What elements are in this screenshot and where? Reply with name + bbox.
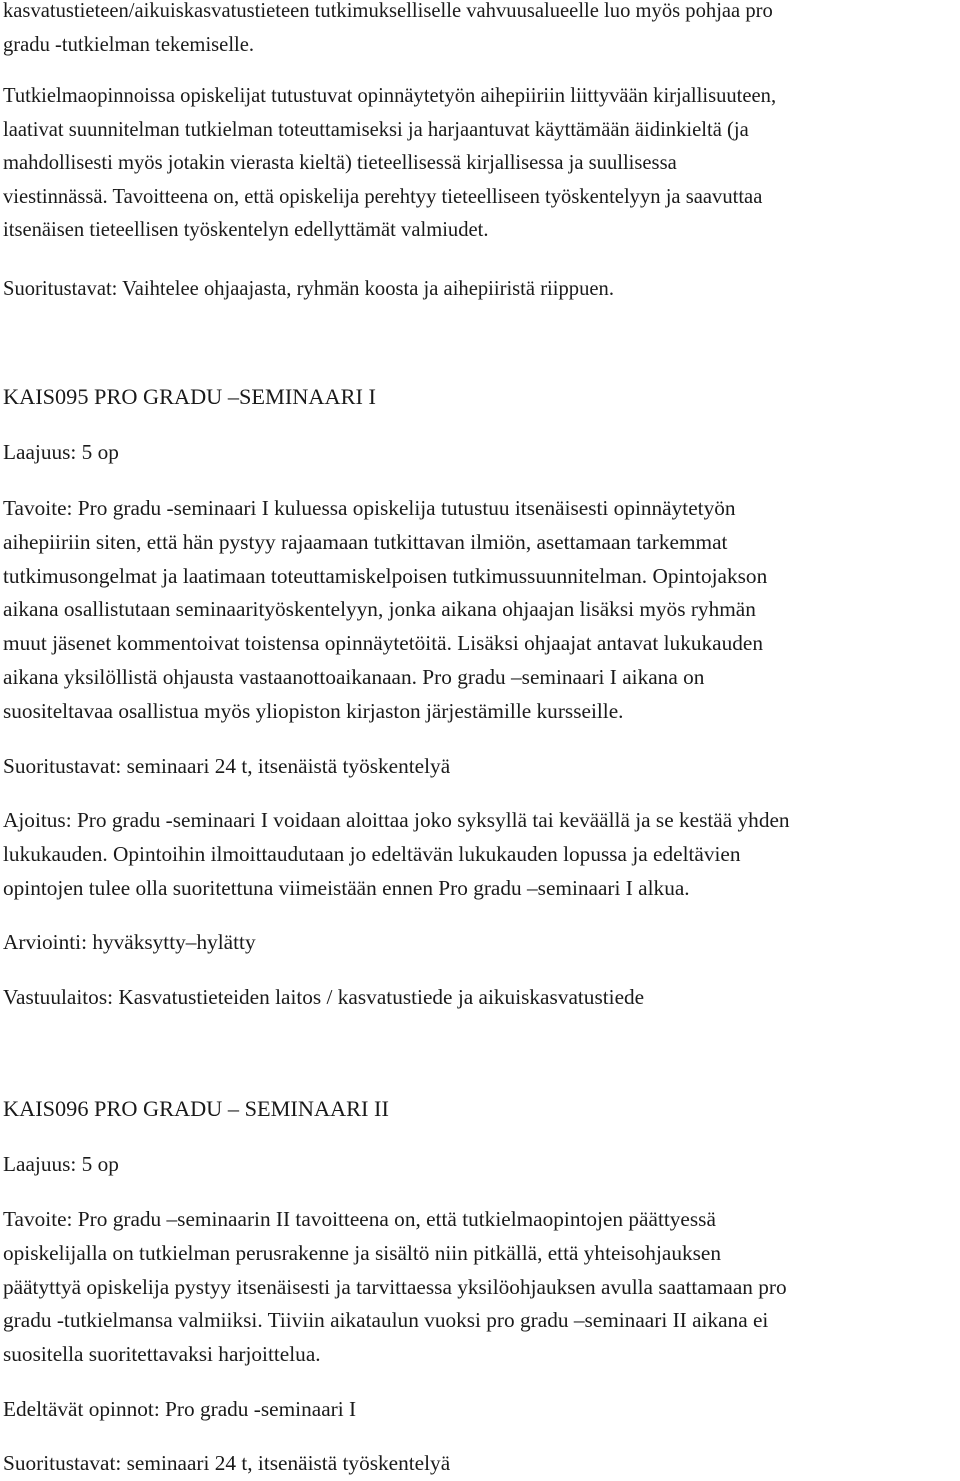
text-line: itsenäisen tieteellisen työskentelyn edellyttämät valmiudet.: [3, 219, 489, 242]
text-line: gradu -tutkielman tekemiselle.: [3, 33, 255, 56]
intro-continuation: [3, 0, 773, 62]
text-line: kasvatustieteen/aikuiskasvatustieteen tutkimukselliselle vahvuusalueelle luo myös pohjaa pro: [3, 0, 773, 22]
text-line: Laajuus: 5 op: [3, 1152, 119, 1176]
course-095-laajuus: [3, 436, 119, 470]
text-line: suositella suoritettavaksi harjoittelua.: [3, 1342, 321, 1367]
text-line: Laajuus: 5 op: [3, 440, 119, 464]
text-line: suositeltavaa osallistua myös yliopiston kirjaston järjestämille kursseille.: [3, 698, 624, 723]
course-096-title: [3, 1092, 389, 1126]
text-line: päätyttyä opiskelija pystyy itsenäisesti ja tarvittaessa yksilöohjauksen avulla saattamaan pro: [3, 1274, 787, 1299]
course-096-suoritustavat: [3, 1447, 450, 1481]
text-line: opiskelijalla on tutkielman perusrakenne ja sisältö niin pitkällä, että yhteisohjauksen: [3, 1240, 722, 1265]
text-line: mahdollisesti myös jotakin vierasta kieltä) tieteellisessä kirjallisessa ja suullisessa: [3, 152, 677, 175]
text-line: tutkimusongelmat ja laatimaan toteuttamiskelpoisen tutkimussuunnitelman. Opintojakson: [3, 563, 768, 588]
text-line: opintojen tulee olla suoritettuna viimeistään ennen Pro gradu –seminaari I alkua.: [3, 875, 690, 900]
text-line: muut jäsenet kommentoivat toistensa opinnäytetöitä. Lisäksi ohjaajat antavat lukukauden: [3, 631, 763, 656]
course-096-edeltavat: [3, 1393, 356, 1427]
course-095-tavoite: [3, 492, 767, 729]
text-line: gradu -tutkielmansa valmiiksi. Tiiviin aikataulun vuoksi pro gradu –seminaari II aikana ei: [3, 1308, 769, 1333]
course-095-arviointi: [3, 926, 256, 960]
course-title: KAIS095 PRO GRADU –SEMINAARI I: [3, 384, 376, 409]
text-line: viestinnässä. Tavoitteena on, että opiskelija perehtyy tieteelliseen työskentelyyn ja saavuttaa: [3, 185, 763, 208]
text-line: Ajoitus: Pro gradu -seminaari I voidaan aloittaa joko syksyllä tai keväällä ja se kestää yhden: [3, 808, 790, 832]
intro-description: [3, 80, 776, 248]
text-line: lukukauden. Opintoihin ilmoittaudutaan jo edeltävän lukukauden lopussa ja edeltävien: [3, 841, 741, 866]
text-line: Arviointi: hyväksytty–hylätty: [3, 930, 256, 954]
course-095-vastuulaitos: [3, 981, 644, 1015]
course-095-suoritustavat: [3, 750, 450, 784]
text-line: aikana osallistutaan seminaarityöskentelyyn, jonka aikana ohjaajan lisäksi myös ryhmän: [3, 597, 756, 622]
text-line: Suoritustavat: Vaihtelee ohjaajasta, ryhmän koosta ja aihepiiristä riippuen.: [3, 278, 614, 300]
text-line: aihepiiriin siten, että hän pystyy rajaamaan tutkittavan ilmiön, asettamaan tarkemmat: [3, 529, 728, 554]
intro-suoritustavat: [3, 273, 614, 307]
text-line: Suoritustavat: seminaari 24 t, itsenäistä työskentelyä: [3, 1451, 451, 1475]
text-line: Tutkielmaopinnoissa opiskelijat tutustuvat opinnäytetyön aihepiiriin liittyvään kirjallisuuteen,: [3, 85, 777, 107]
text-line: Tavoite: Pro gradu –seminaarin II tavoitteena on, että tutkielmaopintojen päättyessä: [3, 1207, 716, 1231]
text-line: Edeltävät opinnot: Pro gradu -seminaari I: [3, 1397, 357, 1421]
course-096-laajuus: [3, 1148, 119, 1182]
text-line: Suoritustavat: seminaari 24 t, itsenäistä työskentelyä: [3, 754, 451, 778]
text-line: Vastuulaitos: Kasvatustieteiden laitos / kasvatustiede ja aikuiskasvatustiede: [3, 985, 645, 1009]
course-095-title: [3, 380, 376, 414]
text-line: laativat suunnitelman tutkielman toteuttamiseksi ja harjaantuvat käyttämään äidinkieltä (ja: [3, 118, 749, 141]
course-096-tavoite: [3, 1203, 787, 1372]
course-title: KAIS096 PRO GRADU – SEMINAARI II: [3, 1096, 389, 1121]
text-line: Tavoite: Pro gradu -seminaari I kuluessa opiskelija tutustuu itsenäisesti opinnäytetyön: [3, 496, 736, 520]
text-line: aikana yksilöllistä ohjausta vastaanottoaikanaan. Pro gradu –seminaari I aikana on: [3, 664, 705, 689]
course-095-ajoitus: [3, 804, 790, 905]
